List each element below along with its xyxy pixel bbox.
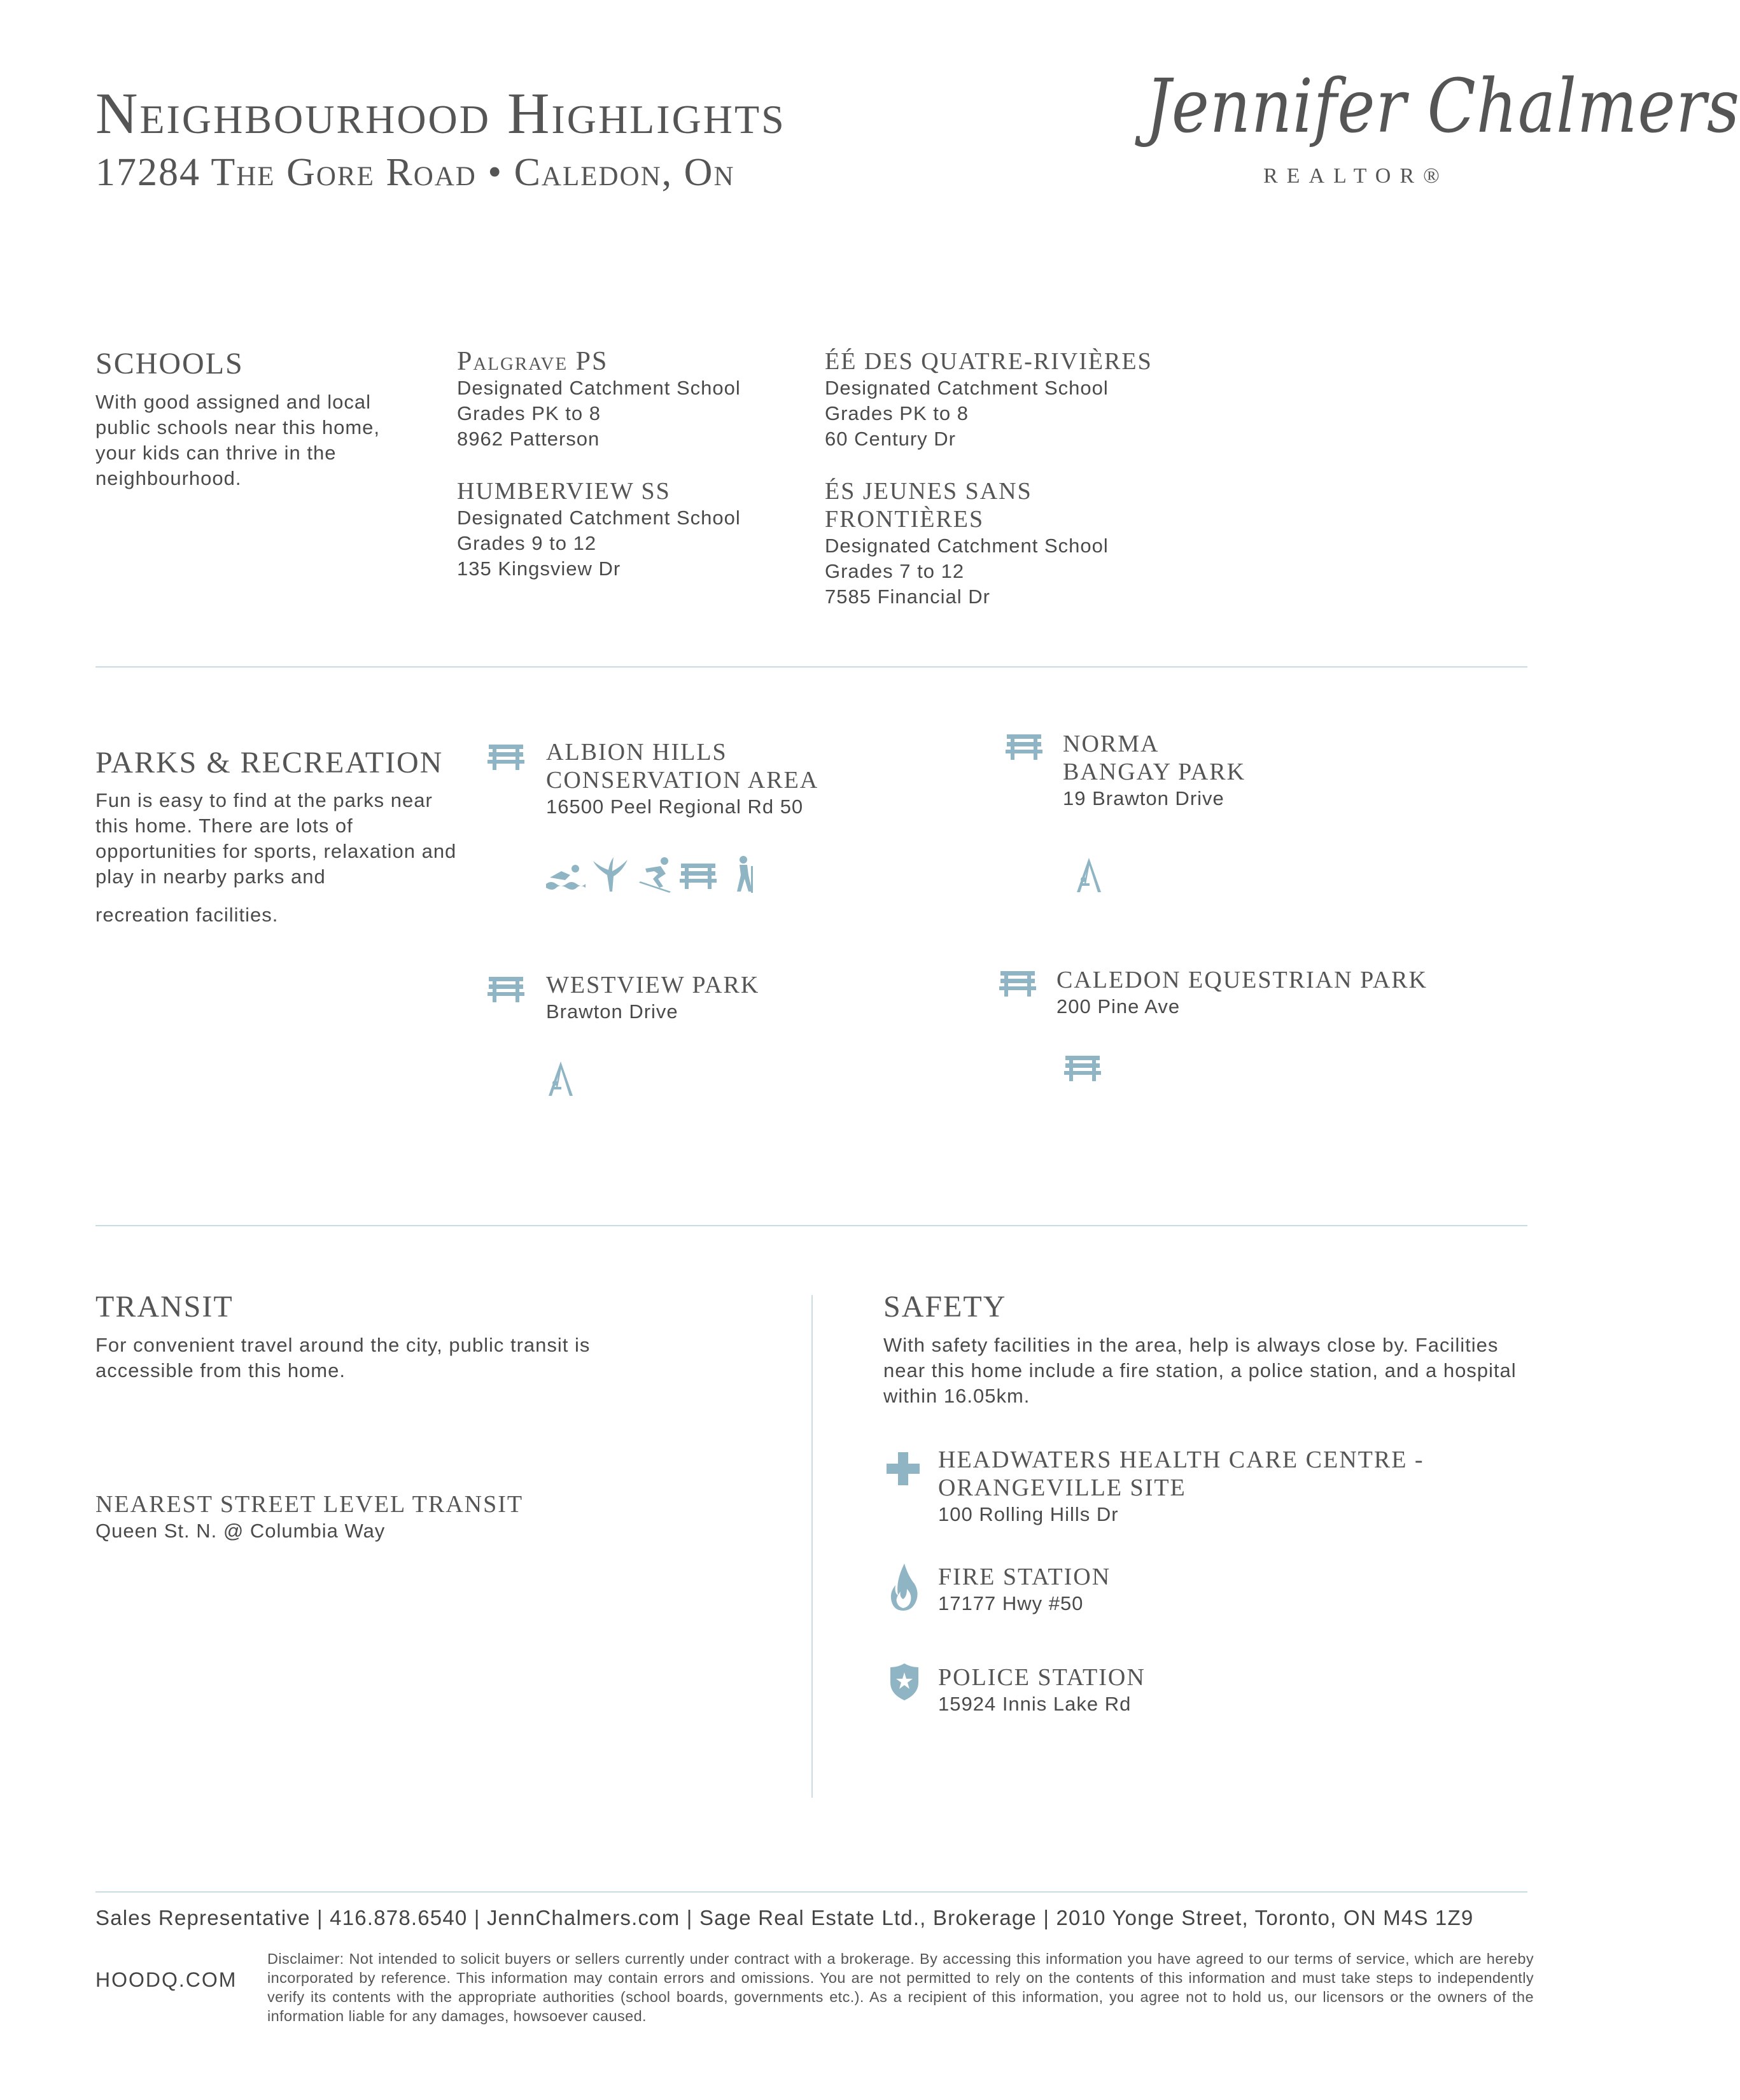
school-type: Designated Catchment School	[457, 507, 741, 529]
park-item	[546, 738, 877, 820]
safety-item	[938, 1446, 1435, 1527]
hospital-cross-icon	[887, 1452, 920, 1485]
nearest-transit-stop: Queen St. N. @ Columbia Way	[95, 1520, 386, 1542]
bench-icon	[680, 862, 717, 889]
park-name: NORMA BANGAY PARK	[1063, 731, 1246, 785]
hiking-icon	[733, 856, 756, 893]
school-grades: Grades PK to 8	[825, 402, 969, 424]
footer-contact: Sales Representative | 416.878.6540 | JennChalmers.com | Sage Real Estate Ltd., Brokerage | 2010 Yonge Street, Toronto, ON M4S 1Z9	[95, 1906, 1474, 1929]
school-type: Designated Catchment School	[457, 377, 741, 399]
park-address: Brawton Drive	[546, 1000, 678, 1023]
fire-icon	[889, 1562, 918, 1612]
safety-item	[938, 1563, 1384, 1616]
school-name: ÉÉ DES QUATRE-RIVIÈRES	[825, 348, 1153, 375]
playground-swing-icon	[1074, 857, 1104, 893]
realtor-logo	[1146, 64, 1740, 197]
safety-heading: SAFETY	[883, 1290, 1007, 1324]
park-name: WESTVIEW PARK	[546, 972, 760, 998]
safety-facility-address: 100 Rolling Hills Dr	[938, 1503, 1119, 1525]
hoodq-brand: HOODQ.COM	[95, 1968, 237, 1991]
bench-icon	[1006, 733, 1042, 760]
logo-signature: Jennifer Chalmers	[1146, 64, 1740, 150]
skiing-icon	[639, 856, 675, 893]
school-address: 7585 Financial Dr	[825, 585, 990, 608]
column-divider	[811, 1295, 813, 1798]
bench-icon	[999, 970, 1036, 997]
school-type: Designated Catchment School	[825, 535, 1109, 557]
school-item	[457, 347, 788, 452]
bench-icon	[488, 743, 524, 770]
school-grades: Grades 9 to 12	[457, 532, 597, 554]
splash-pad-icon	[591, 856, 629, 892]
school-item	[825, 477, 1109, 610]
logo-realtor: REALTOR®	[1263, 164, 1449, 188]
school-name: ÉS JEUNES SANS FRONTIÈRES	[825, 478, 1032, 533]
safety-facility-name: FIRE STATION	[938, 1564, 1111, 1590]
nearest-transit-heading: NEAREST STREET LEVEL TRANSIT	[95, 1491, 524, 1518]
transit-heading: TRANSIT	[95, 1290, 234, 1324]
property-address: 17284 The Gore Road • Caledon, On	[95, 151, 735, 194]
school-item	[825, 347, 1181, 452]
parks-heading: PARKS & RECREATION	[95, 746, 444, 780]
safety-facility-address: 15924 Innis Lake Rd	[938, 1693, 1132, 1715]
park-item	[1056, 966, 1502, 1019]
footer-divider	[95, 1891, 1527, 1893]
park-address: 19 Brawton Drive	[1063, 787, 1224, 809]
swimming-icon	[546, 864, 586, 889]
school-grades: Grades PK to 8	[457, 402, 601, 424]
bench-icon	[488, 976, 524, 1002]
safety-facility-address: 17177 Hwy #50	[938, 1592, 1084, 1614]
school-address: 8962 Patterson	[457, 428, 600, 450]
page-title: Neighbourhood Highlights	[95, 81, 786, 146]
park-name: ALBION HILLS CONSERVATION AREA	[546, 739, 819, 794]
park-amenities	[546, 856, 762, 894]
section-divider	[95, 1225, 1527, 1226]
park-item	[546, 971, 877, 1025]
park-name: CALEDON EQUESTRIAN PARK	[1056, 967, 1428, 993]
park-item	[1063, 730, 1266, 811]
schools-description: With good assigned and local public schools near this home, your kids can thrive in the neighbourhood.	[95, 391, 381, 489]
school-address: 60 Century Dr	[825, 428, 956, 450]
park-address: 16500 Peel Regional Rd 50	[546, 795, 804, 818]
schools-heading: SCHOOLS	[95, 347, 244, 381]
playground-swing-icon	[546, 1060, 575, 1097]
transit-description: For convenient travel around the city, public transit is accessible from this home.	[95, 1334, 591, 1382]
safety-item	[938, 1663, 1384, 1717]
safety-facility-name: HEADWATERS HEALTH CARE CENTRE - ORANGEVILLE SITE	[938, 1446, 1424, 1501]
section-divider	[95, 666, 1527, 668]
bench-icon	[1064, 1054, 1101, 1081]
park-address: 200 Pine Ave	[1056, 995, 1181, 1018]
disclaimer-text: Disclaimer: Not intended to solicit buyers or sellers currently under contract with a brokerage. By accessing this information you have agreed to our terms of service, which are hereby incorporated by reference. This information may contain errors and omissions. You are not permitted to rely on the contents of this information and must take steps to independently verify its contents with the appropriate authorities (school boards, governments etc.). As a recipient of this information, you agree not to hold us, our licensors or the owners of the information liable for any damages, howsoever caused.	[267, 1950, 1534, 2024]
police-badge-icon	[890, 1663, 918, 1700]
parks-description-end: recreation facilities.	[95, 904, 279, 926]
safety-description: With safety facilities in the area, help is always close by. Facilities near this home include a fire station, a police station, and a hospital within 16.05km.	[883, 1334, 1517, 1407]
parks-description: Fun is easy to find at the parks near this home. There are lots of opportunities for sports, relaxation and play in nearby parks and	[95, 789, 457, 888]
school-name: Palgrave PS	[457, 347, 608, 376]
school-name: HUMBERVIEW SS	[457, 478, 671, 505]
school-address: 135 Kingsview Dr	[457, 557, 621, 580]
school-type: Designated Catchment School	[825, 377, 1109, 399]
safety-facility-name: POLICE STATION	[938, 1664, 1146, 1691]
school-item	[457, 477, 801, 582]
school-grades: Grades 7 to 12	[825, 560, 965, 582]
